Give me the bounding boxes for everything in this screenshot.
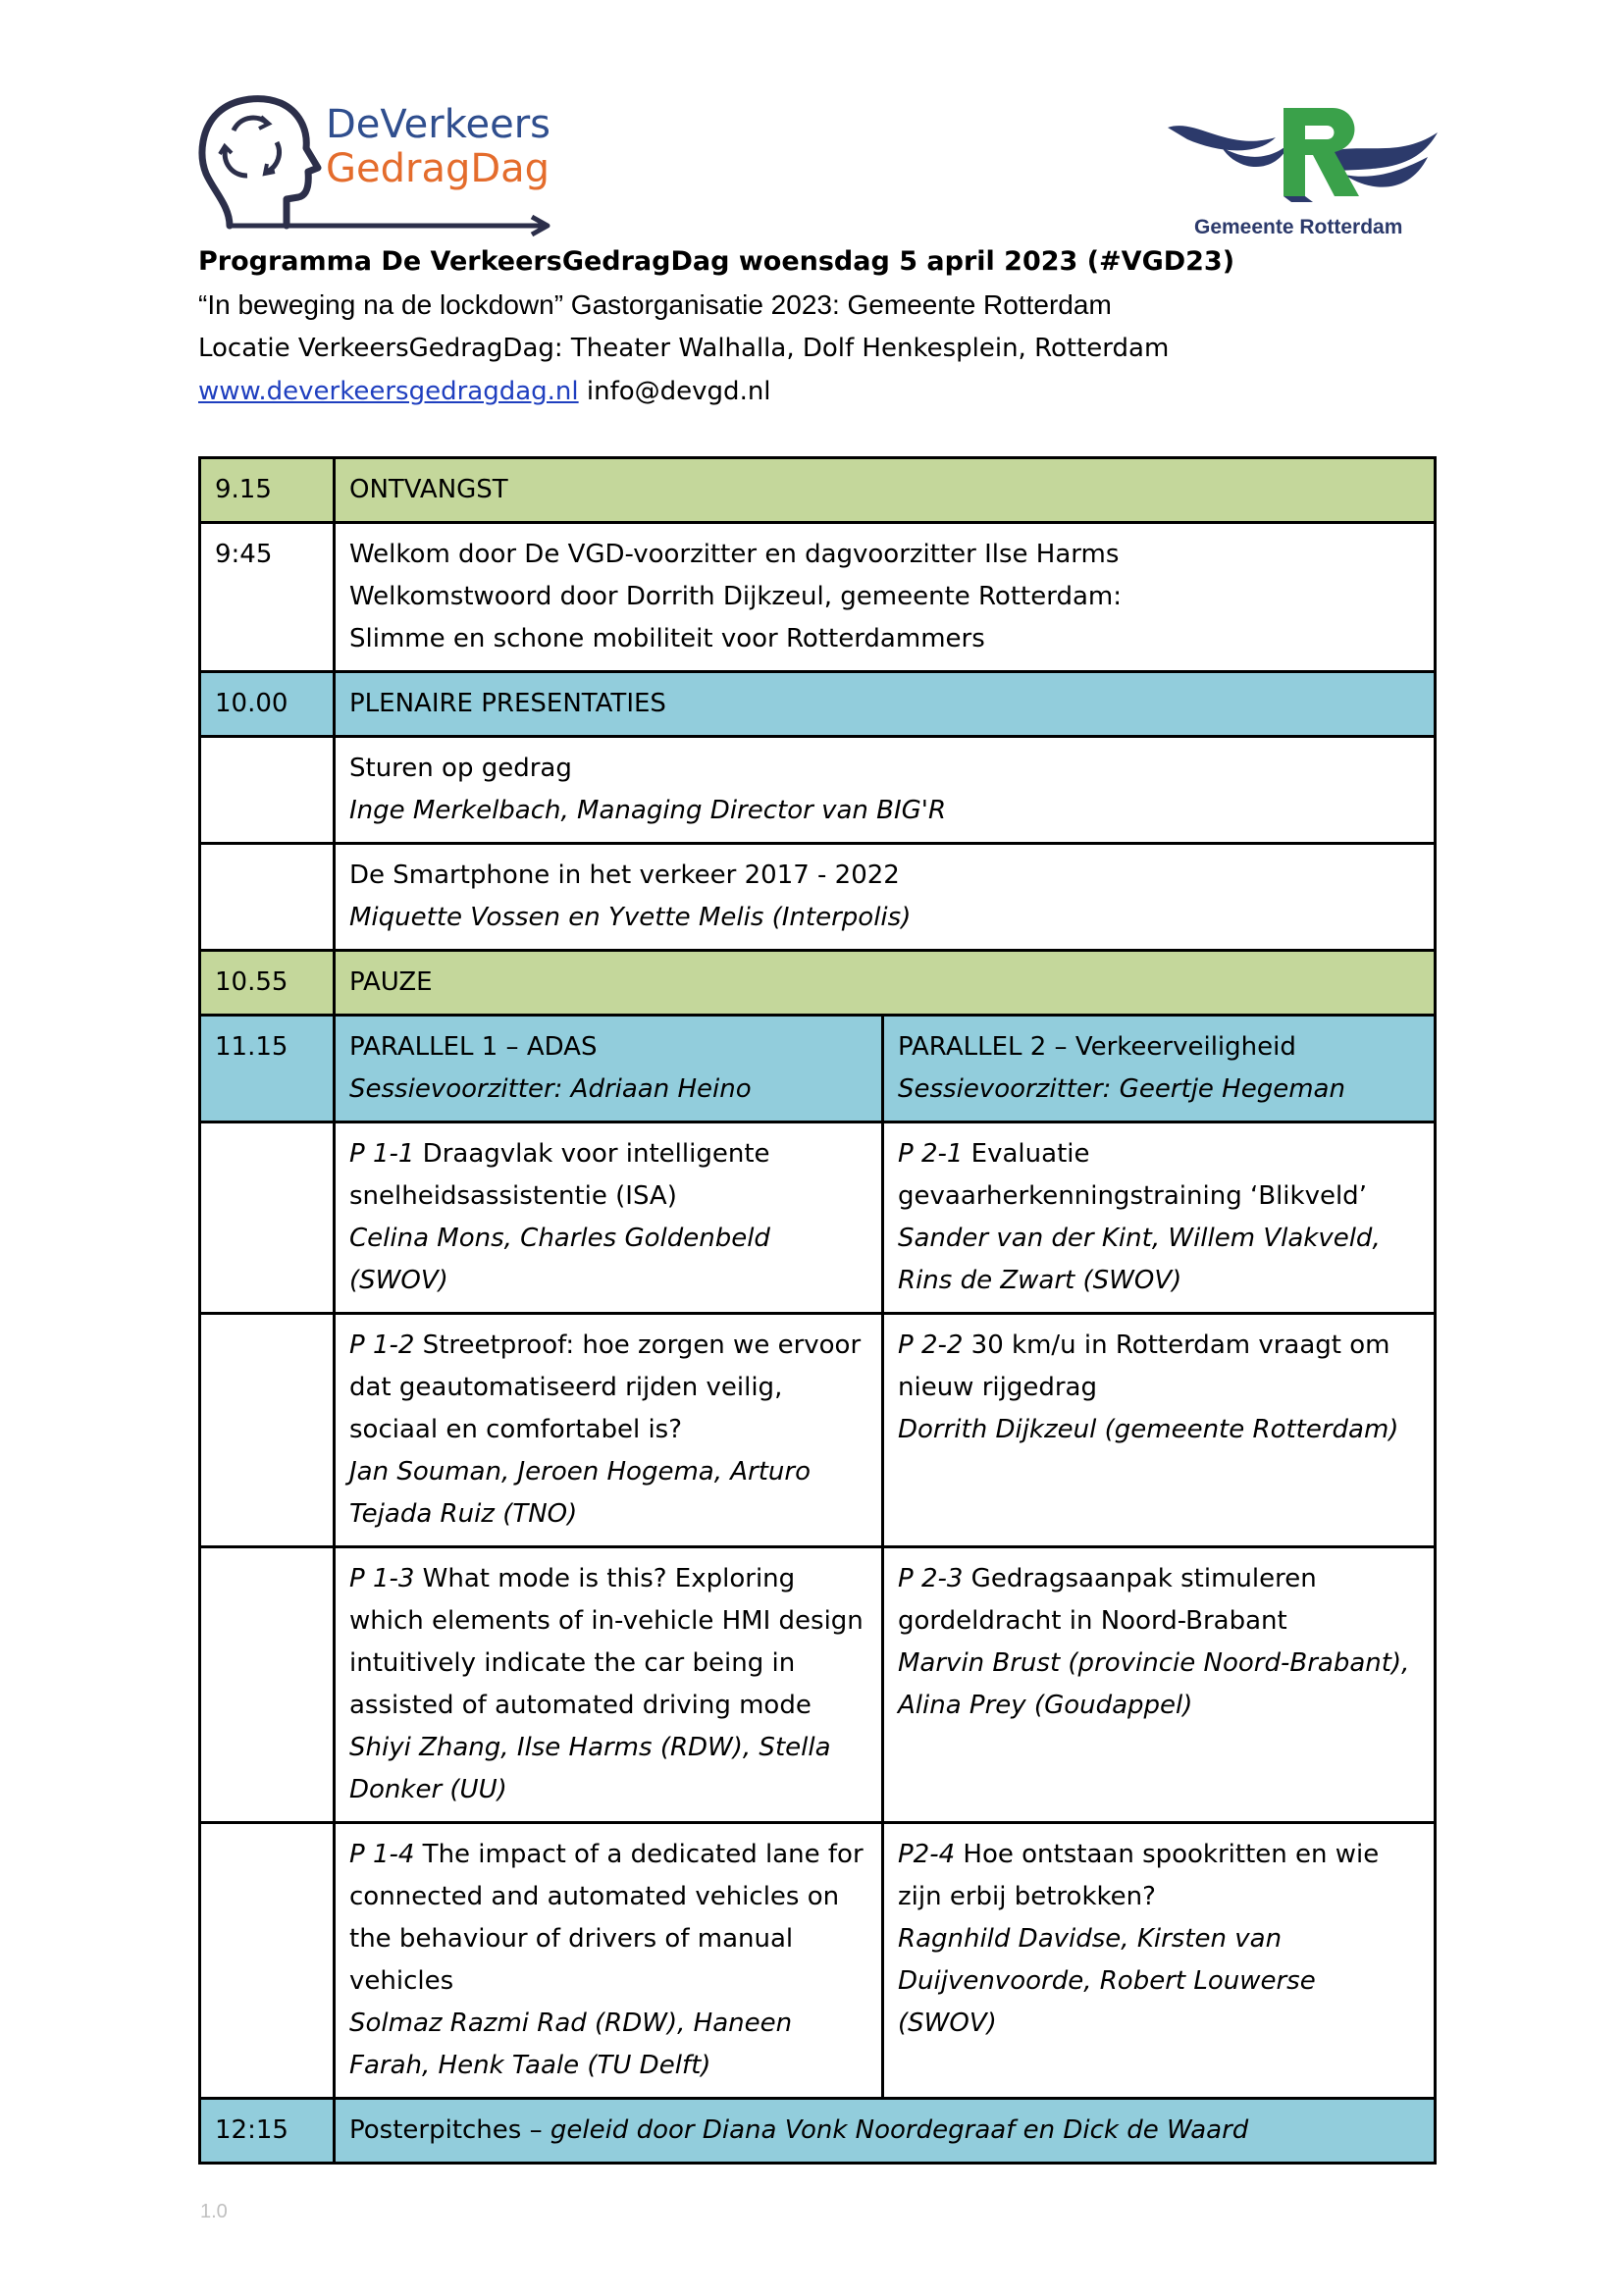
program-row — [200, 2099, 1436, 2164]
parallel-1-talk — [335, 1547, 883, 1823]
session-title: ONTVANGST — [335, 458, 1436, 523]
time-cell: 9:45 — [200, 523, 335, 672]
program-row — [200, 1547, 1436, 1823]
logo-word-verkeers: Verkeers — [380, 102, 550, 147]
welcome-line: Slimme en schone mobiliteit voor Rotterdammers — [349, 624, 985, 653]
talk-speakers: Sander van der Kint, Willem Vlakveld, Rins de Zwart (SWOV) — [898, 1224, 1381, 1295]
talk-code: P 2-1 — [898, 1139, 964, 1169]
talk-title: 30 km/u in Rotterdam vraagt om nieuw rijgedrag — [898, 1331, 1390, 1402]
gemeente-rotterdam-caption: Gemeente Rotterdam — [1194, 216, 1403, 238]
talk-title: Draagvlak voor intelligente snelheidsassistentie (ISA) — [349, 1139, 770, 1211]
talk-code: P 1-2 — [349, 1331, 415, 1360]
program-row — [200, 1823, 1436, 2099]
program-row — [200, 1016, 1436, 1122]
posterpitches-cell — [335, 2099, 1436, 2164]
theme-and-host: “In beweging na de lockdown” Gastorganisatie 2023: Gemeente Rotterdam — [198, 289, 1112, 320]
talk-code: P 2-2 — [898, 1331, 964, 1360]
time-cell: 11.15 — [200, 1016, 335, 1122]
parallel-title: PARALLEL 1 – ADAS — [349, 1032, 598, 1062]
location-line: Locatie VerkeersGedragDag: Theater Walhalla, Dolf Henkesplein, Rotterdam — [198, 334, 1170, 363]
time-cell: 12:15 — [200, 2099, 335, 2164]
talk-speakers: Ragnhild Davidse, Kirsten van Duijvenvoorde, Robert Louwerse (SWOV) — [898, 1924, 1316, 2038]
talk-speakers: Marvin Brust (provincie Noord-Brabant), Alina Prey (Goudappel) — [898, 1648, 1410, 1720]
program-table — [198, 456, 1437, 2165]
gemeente-rotterdam-logo — [1168, 98, 1442, 245]
time-cell: 10.55 — [200, 951, 335, 1016]
parallel-2-talk — [883, 1314, 1436, 1547]
time-cell — [200, 1122, 335, 1314]
session-title: PAUZE — [335, 951, 1436, 1016]
program-row — [200, 458, 1436, 523]
talk-title: Hoe ontstaan spookritten en wie zijn erbij betrokken? — [898, 1840, 1380, 1911]
program-row — [200, 951, 1436, 1016]
parallel-title: PARALLEL 2 – Verkeerveiligheid — [898, 1032, 1296, 1062]
presentation-title: De Smartphone in het verkeer 2017 - 2022 — [349, 861, 900, 890]
talk-code: P 1-4 — [349, 1840, 415, 1869]
program-row — [200, 737, 1436, 844]
talk-speakers: Shiyi Zhang, Ilse Harms (RDW), Stella Donker (UU) — [349, 1733, 831, 1804]
parallel-1-talk — [335, 1314, 883, 1547]
session-moderators: geleid door Diana Vonk Noordegraaf en Dick de Waard — [550, 2115, 1249, 2145]
welcome-line: Welkom door De VGD-voorzitter en dagvoorzitter Ilse Harms — [349, 540, 1120, 569]
rotterdam-r-emblem-icon — [1168, 98, 1442, 216]
logo-word-gedrag: Gedrag — [326, 146, 471, 191]
time-cell — [200, 844, 335, 951]
parallel-1-talk — [335, 1823, 883, 2099]
parallel-2-header — [883, 1016, 1436, 1122]
website-link[interactable]: www.deverkeersgedragdag.nl — [198, 377, 579, 406]
talk-speakers: Dorrith Dijkzeul (gemeente Rotterdam) — [898, 1415, 1399, 1444]
document-title: Programma De VerkeersGedragDag woensdag 5 april 2023 (#VGD23) — [198, 246, 1235, 277]
talk-title: Streetproof: hoe zorgen we ervoor dat geautomatiseerd rijden veilig, sociaal en comfortabel is? — [349, 1331, 862, 1444]
parallel-2-talk — [883, 1823, 1436, 2099]
document-header — [198, 240, 1435, 413]
program-row — [200, 844, 1436, 951]
program-row — [200, 1122, 1436, 1314]
time-cell — [200, 1547, 335, 1823]
session-title: Posterpitches – — [349, 2115, 550, 2145]
talk-speakers: Jan Souman, Jeroen Hogema, Arturo Tejada Ruiz (TNO) — [349, 1457, 811, 1529]
welcome-line: Welkomstwoord door Dorrith Dijkzeul, gemeente Rotterdam: — [349, 582, 1122, 611]
logo-word-dag: Dag — [470, 146, 550, 191]
parallel-chair: Sessievoorzitter: Adriaan Heino — [349, 1074, 752, 1104]
time-cell — [200, 737, 335, 844]
session-title: PLENAIRE PRESENTATIES — [335, 672, 1436, 737]
time-cell — [200, 1823, 335, 2099]
presentation-speaker: Miquette Vossen en Yvette Melis (Interpolis) — [349, 903, 912, 932]
time-cell: 10.00 — [200, 672, 335, 737]
parallel-chair: Sessievoorzitter: Geertje Hegeman — [898, 1074, 1345, 1104]
contact-line — [198, 370, 1435, 413]
verkeersgedragdag-logo — [196, 93, 559, 240]
parallel-2-talk — [883, 1547, 1436, 1823]
talk-code: P 1-3 — [349, 1564, 415, 1593]
talk-title: Evaluatie gevaarherkenningstraining ‘Blikveld’ — [898, 1139, 1367, 1211]
talk-title: The impact of a dedicated lane for connected and automated vehicles on the behaviour of drivers of manual vehicles — [349, 1840, 864, 1996]
time-cell: 9.15 — [200, 458, 335, 523]
email-address: info@devgd.nl — [586, 377, 771, 406]
talk-speakers: Solmaz Razmi Rad (RDW), Haneen Farah, Henk Taale (TU Delft) — [349, 2009, 793, 2080]
logo-word-de: De — [326, 102, 381, 147]
time-cell — [200, 1314, 335, 1547]
presentation-cell — [335, 844, 1436, 951]
logo-wordmark — [326, 103, 550, 191]
program-row — [200, 523, 1436, 672]
talk-code: P2-4 — [898, 1840, 956, 1869]
talk-code: P 1-1 — [349, 1139, 415, 1169]
program-row — [200, 672, 1436, 737]
program-row — [200, 1314, 1436, 1547]
talk-speakers: Celina Mons, Charles Goldenbeld (SWOV) — [349, 1224, 770, 1295]
talk-title: What mode is this? Exploring which elements of in-vehicle HMI design intuitively indicate the car being in assisted of automated driving mode — [349, 1564, 864, 1720]
parallel-1-header — [335, 1016, 883, 1122]
presentation-cell — [335, 737, 1436, 844]
welcome-cell — [335, 523, 1436, 672]
presentation-speaker: Inge Merkelbach, Managing Director van BIG'R — [349, 796, 947, 825]
presentation-title: Sturen op gedrag — [349, 754, 572, 783]
parallel-2-talk — [883, 1122, 1436, 1314]
parallel-1-talk — [335, 1122, 883, 1314]
version-label: 1.0 — [200, 2201, 228, 2222]
talk-title: Gedragsaanpak stimuleren gordeldracht in Noord-Brabant — [898, 1564, 1317, 1636]
talk-code: P 2-3 — [898, 1564, 964, 1593]
